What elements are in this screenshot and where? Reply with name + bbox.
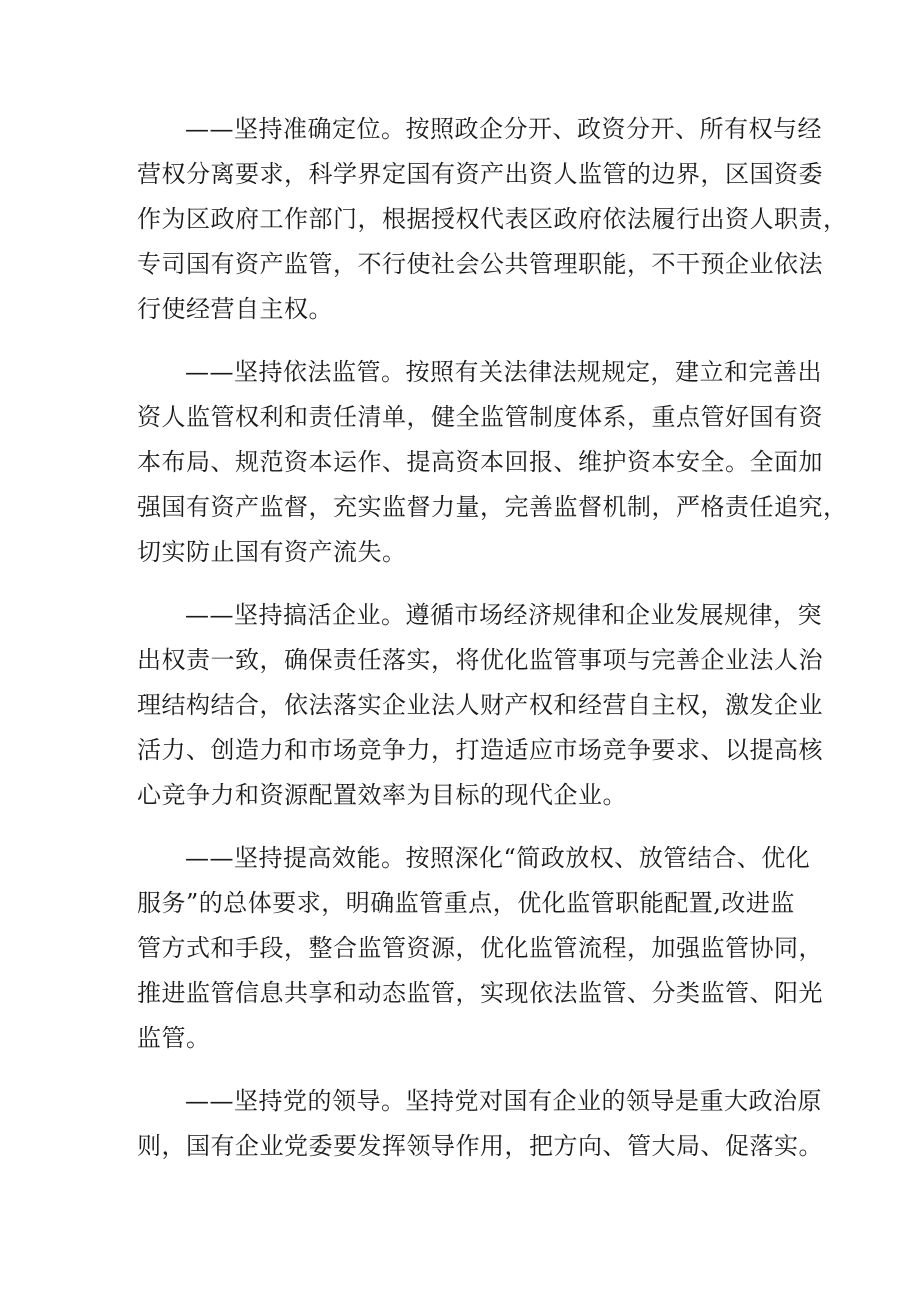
paragraph-4-line-4: 推进监管信息共享和动态监管，实现依法监管、分类监管、阳光 bbox=[137, 979, 823, 1007]
paragraph-3-line-5: 心竞争力和资源配置效率为目标的现代企业。 bbox=[137, 781, 627, 809]
paragraph-2-line-3: 本布局、规范资本运作、提高资本回报、维护资本安全。全面加 bbox=[137, 448, 823, 476]
paragraph-1-line-3: 作为区政府工作部门，根据授权代表区政府依法履行出资人职责， bbox=[137, 205, 848, 233]
paragraph-3-line-3: 理结构结合，依法落实企业法人财产权和经营自主权，激发企业 bbox=[137, 691, 823, 719]
paragraph-1-line-5: 行使经营自主权。 bbox=[137, 295, 333, 323]
paragraph-3-line-2: 出权责一致，确保责任落实，将优化监管事项与完善企业法人治 bbox=[137, 646, 823, 674]
paragraph-2-line-5: 切实防止国有资产流失。 bbox=[137, 538, 407, 566]
paragraph-4-line-5: 监管。 bbox=[137, 1024, 211, 1052]
paragraph-3-line-4: 活力、创造力和市场竞争力，打造适应市场竞争要求、以提高核 bbox=[137, 736, 823, 764]
paragraph-1-line-4: 专司国有资产监管，不行使社会公共管理职能，不干预企业依法 bbox=[137, 250, 823, 278]
paragraph-2-line-2: 资人监管权利和责任清单，健全监管制度体系，重点管好国有资 bbox=[137, 403, 823, 431]
paragraph-4-line-2: 服务”的总体要求，明确监管重点，优化监管职能配置,改进监 bbox=[137, 889, 795, 917]
paragraph-4-line-1: ——坚持提高效能。按照深化“简政放权、放管结合、优化 bbox=[185, 844, 811, 872]
paragraph-4-line-3: 管方式和手段，整合监管资源，优化监管流程，加强监管协同， bbox=[137, 934, 823, 962]
paragraph-1-line-1: ——坚持准确定位。按照政企分开、政资分开、所有权与经 bbox=[185, 115, 822, 143]
paragraph-1-line-2: 营权分离要求，科学界定国有资产出资人监管的边界，区国资委 bbox=[137, 160, 823, 188]
paragraph-5-line-2: 则，国有企业党委要发挥领导作用，把方向、管大局、促落实。 bbox=[137, 1132, 823, 1160]
paragraph-3-line-1: ——坚持搞活企业。遵循市场经济规律和企业发展规律，突 bbox=[185, 601, 822, 629]
paragraph-2-line-1: ——坚持依法监管。按照有关法律法规规定，建立和完善出 bbox=[185, 358, 822, 386]
paragraph-5-line-1: ——坚持党的领导。坚持党对国有企业的领导是重大政治原 bbox=[185, 1087, 822, 1115]
paragraph-2-line-4: 强国有资产监督，充实监督力量，完善监督机制，严格责任追究， bbox=[137, 493, 848, 521]
